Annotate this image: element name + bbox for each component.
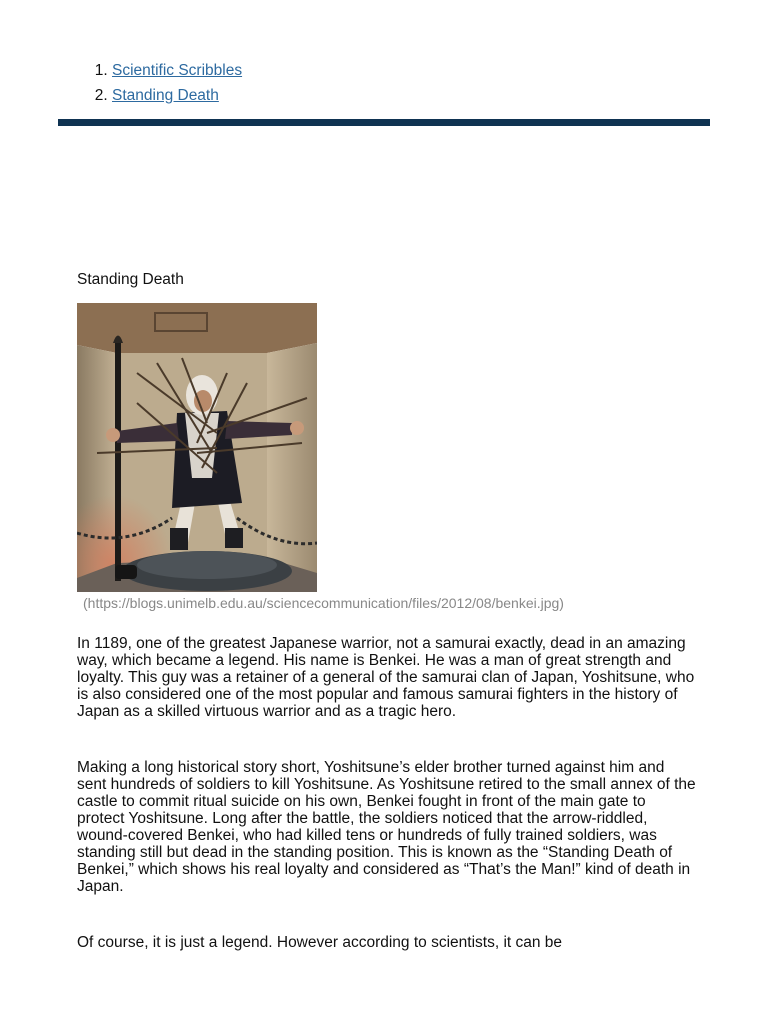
paragraph-3: Of course, it is just a legend. However according to scientists, it can be [77,934,563,951]
breadcrumb-item-standing-death [112,83,242,108]
header-divider [58,119,710,126]
samurai-statue-photo [77,303,317,592]
breadcrumb-link-standing-death[interactable]: Standing Death [112,87,219,104]
post-title: Standing Death [77,271,184,288]
paragraph-1: In 1189, one of the greatest Japanese warrior, not a samurai exactly, dead in an amazing way, which became a legend. His name is Benkei. He was a man of great strength and loyalty. This guy was a retainer of a general of the samurai clan of Japan, Yoshitsune, who is also considered one of the most popular and famous samurai fighters in the history of Japan as a skilled virtuous warrior and as a tragic hero. [77,635,695,720]
breadcrumb-link-scientific-scribbles[interactable]: Scientific Scribbles [112,62,243,79]
paragraph-2: Making a long historical story short, Yoshitsune’s elder brother turned against him and sent hundreds of soldiers to kill Yoshitsune. As Yoshitsune retired to the small annex of the castle to commit ritual suicide on his own, Benkei fought in front of the main gate to protect Yoshitsune. Long after the battle, the soldiers noticed that the arrow-riddled, wound-covered Benkei, who had killed tens or hundreds of fully trained soldiers, was standing still but dead in the standing position. This is known as the “Standing Death of Benkei,” which shows his real loyalty and considered as “That’s the Man!” kind of death in Japan. [77,759,696,895]
breadcrumb [78,58,242,108]
image-caption: (https://blogs.unimelb.edu.au/sciencecommunication/files/2012/08/benkei.jpg) [83,595,564,611]
breadcrumb-item-scientific-scribbles [112,58,242,83]
